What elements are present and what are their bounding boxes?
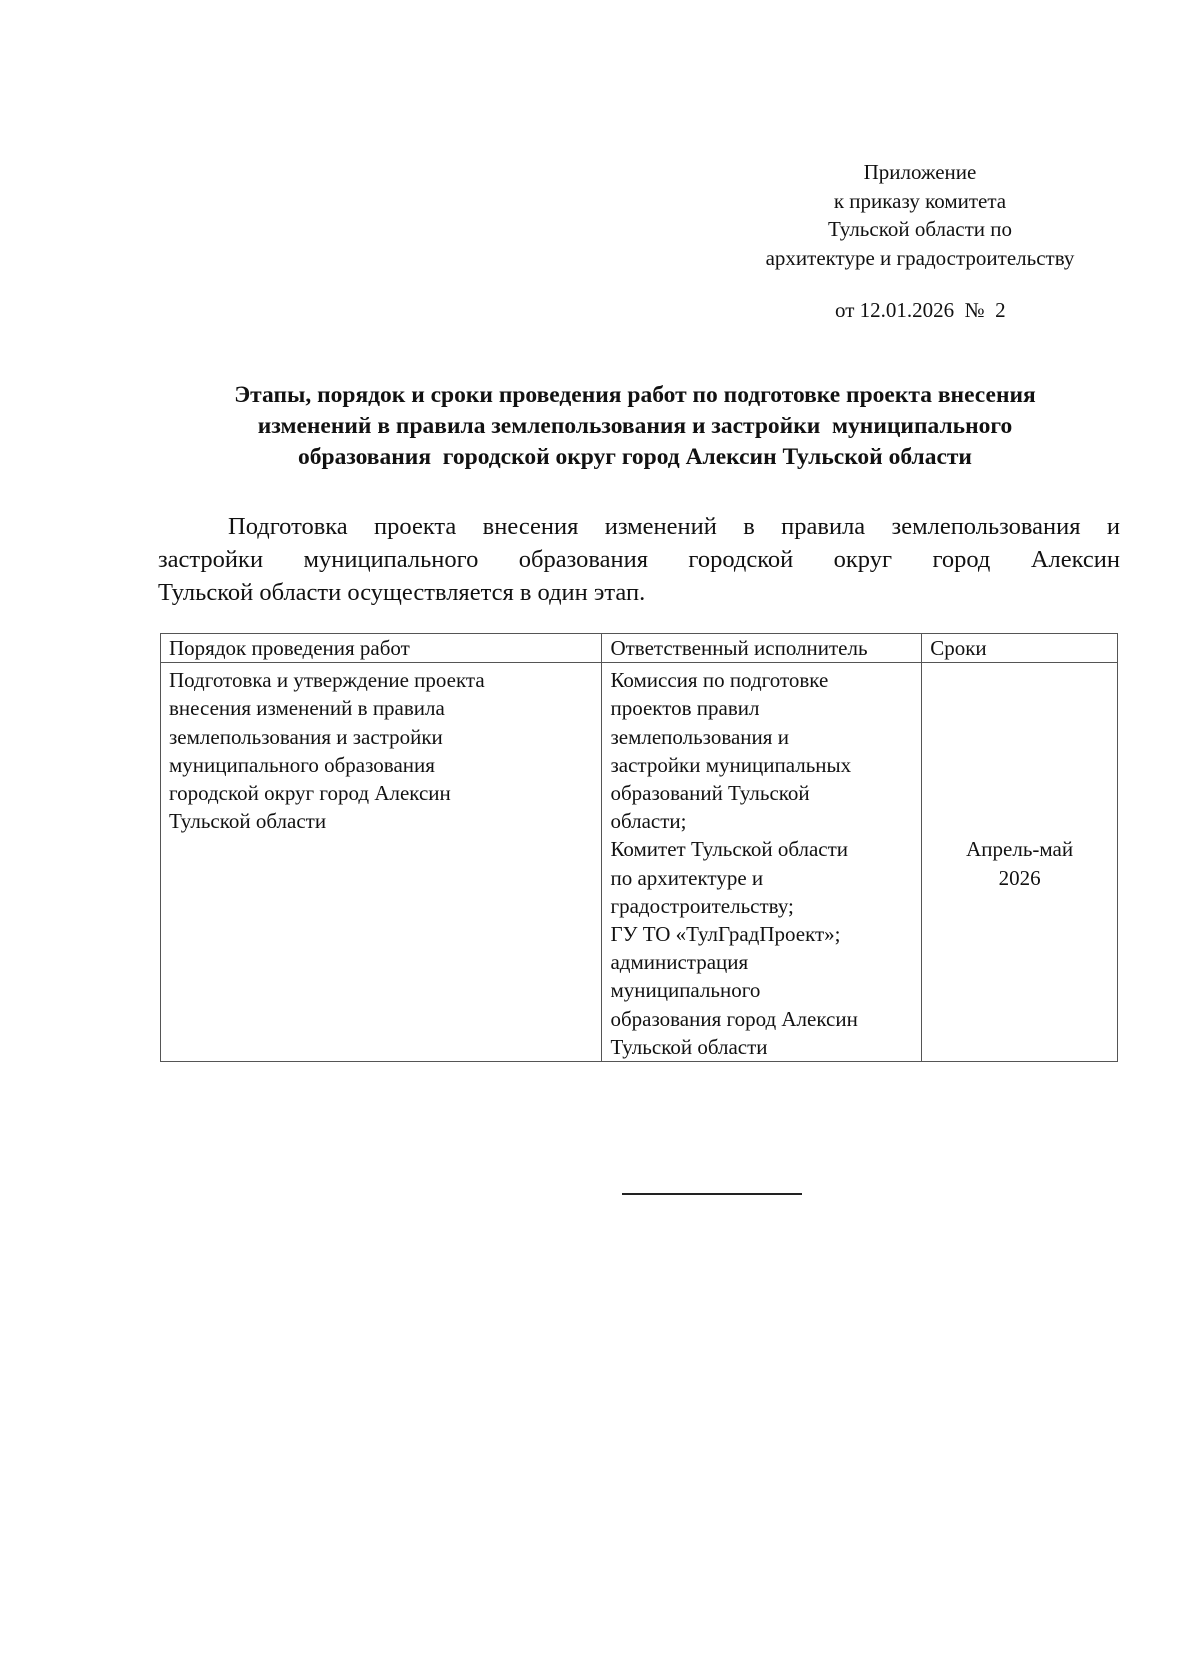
executor-line: застройки муниципальных bbox=[610, 752, 852, 777]
executor-line: образования город Алексин bbox=[610, 1006, 858, 1031]
executor-line: Комиссия по подготовке bbox=[610, 668, 829, 693]
procedure-line: внесения изменений в правила bbox=[169, 696, 445, 721]
procedure-line: городской округ город Алексин bbox=[169, 781, 451, 806]
annex-line: архитектуре и градостроительству bbox=[765, 245, 1075, 270]
executor-line: образований Тульской bbox=[610, 781, 810, 806]
term-line: 2026 bbox=[998, 865, 1041, 890]
executor-line: области; bbox=[610, 809, 687, 834]
procedure-line: муниципального образования bbox=[169, 752, 435, 777]
executor-line: муниципального bbox=[610, 978, 761, 1003]
document-title bbox=[150, 380, 1120, 473]
procedure-line: Подготовка и утверждение проекта bbox=[169, 668, 485, 693]
table-header-row bbox=[161, 634, 1118, 663]
executor-cell bbox=[602, 663, 922, 1062]
closing-divider bbox=[622, 1193, 802, 1195]
intro-line: Подготовка проекта внесения изменений в правила землепользования и bbox=[228, 513, 1120, 540]
stages-table bbox=[160, 633, 1118, 1062]
executor-line: по архитектуре и bbox=[610, 865, 764, 890]
intro-line: Тульской области осуществляется в один этап. bbox=[158, 579, 646, 606]
column-header-term: Сроки bbox=[922, 634, 1118, 663]
executor-line: Комитет Тульской области bbox=[610, 837, 849, 862]
executor-line: Тульской области bbox=[610, 1034, 768, 1059]
procedure-cell bbox=[161, 663, 602, 1062]
column-header-executor: Ответственный исполнитель bbox=[602, 634, 922, 663]
title-line: изменений в правила землепользования и застройки муниципального bbox=[257, 413, 1013, 439]
term-line: Апрель-май bbox=[966, 837, 1074, 862]
title-line: образования городской округ город Алексин Тульской области bbox=[298, 444, 972, 470]
annex-block bbox=[720, 158, 1120, 272]
procedure-line: Тульской области bbox=[169, 809, 327, 834]
intro-line: застройки муниципального образования городской округ город Алексин bbox=[158, 546, 1120, 573]
executor-line: администрация bbox=[610, 950, 749, 975]
intro-paragraph bbox=[158, 510, 1120, 609]
executor-line: проектов правил bbox=[610, 696, 760, 721]
table-row bbox=[161, 663, 1118, 1062]
procedure-line: землепользования и застройки bbox=[169, 724, 443, 749]
executor-line: ГУ ТО «ТулГрадПроект»; bbox=[610, 922, 841, 947]
annex-line: Приложение bbox=[863, 160, 977, 184]
executor-line: землепользования и bbox=[610, 724, 789, 749]
executor-line: градостроительству; bbox=[610, 893, 794, 918]
term-cell bbox=[922, 663, 1118, 1062]
title-line: Этапы, порядок и сроки проведения работ по подготовке проекта внесения bbox=[234, 382, 1036, 408]
annex-line: Тульской области по bbox=[827, 217, 1013, 241]
column-header-procedure: Порядок проведения работ bbox=[161, 634, 602, 663]
annex-line: к приказу комитета bbox=[833, 188, 1007, 213]
order-reference: от 12.01.2026 № 2 bbox=[835, 298, 1006, 322]
